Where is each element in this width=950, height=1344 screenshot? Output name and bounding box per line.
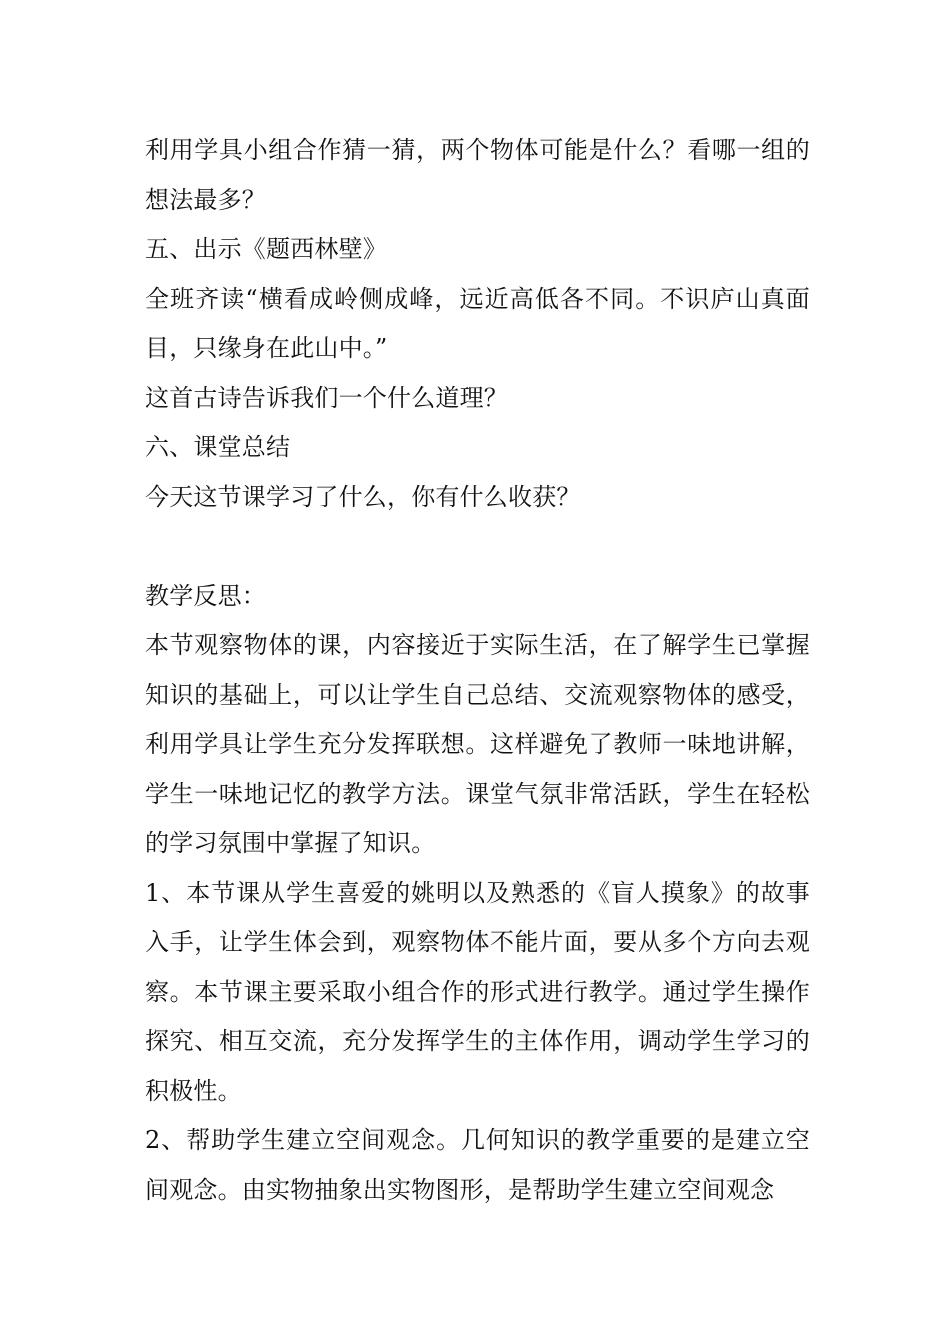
document-body	[145, 126, 810, 1215]
section-heading-poem: 五、出示《题西林壁》	[145, 235, 387, 263]
paragraph-group-guess: 利用学具小组合作猜一猜，两个物体可能是什么？看哪一组的想法最多？	[145, 136, 810, 214]
section-heading-summary: 六、课堂总结	[145, 433, 291, 461]
paragraph-reflection-intro: 本节观察物体的课，内容接近于实际生活，在了解学生已掌握知识的基础上，可以让学生自己总结、交流观察物体的感受，利用学具让学生充分发挥联想。这样避免了教师一味地讲解，学生一味地记忆的教学方法。课堂气氛非常活跃，学生在轻松的学习氛围中掌握了知识。	[145, 631, 810, 857]
paragraph-reflection-point-2: 2、帮助学生建立空间观念。几何知识的教学重要的是建立空间观念。由实物抽象出实物图形，是帮助学生建立空间观念	[145, 1126, 810, 1204]
paragraph-summary-question: 今天这节课学习了什么，你有什么收获？	[145, 482, 581, 511]
paragraph-poem-reading: 全班齐读“横看成岭侧成峰，远近高低各不同。不识庐山真面目，只缘身在此山中。”	[145, 284, 810, 362]
blank-line	[145, 522, 810, 572]
paragraph-poem-question: 这首古诗告诉我们一个什么道理？	[145, 383, 508, 412]
section-heading-reflection: 教学反思：	[145, 581, 266, 610]
paragraph-reflection-point-1: 1、本节课从学生喜爱的姚明以及熟悉的《盲人摸象》的故事入手，让学生体会到，观察物体不能片面，要从多个方向去观察。本节课主要采取小组合作的形式进行教学。通过学生操作探究、相互交流，充分发挥学生的主体作用，调动学生学习的积极性。	[145, 878, 810, 1105]
